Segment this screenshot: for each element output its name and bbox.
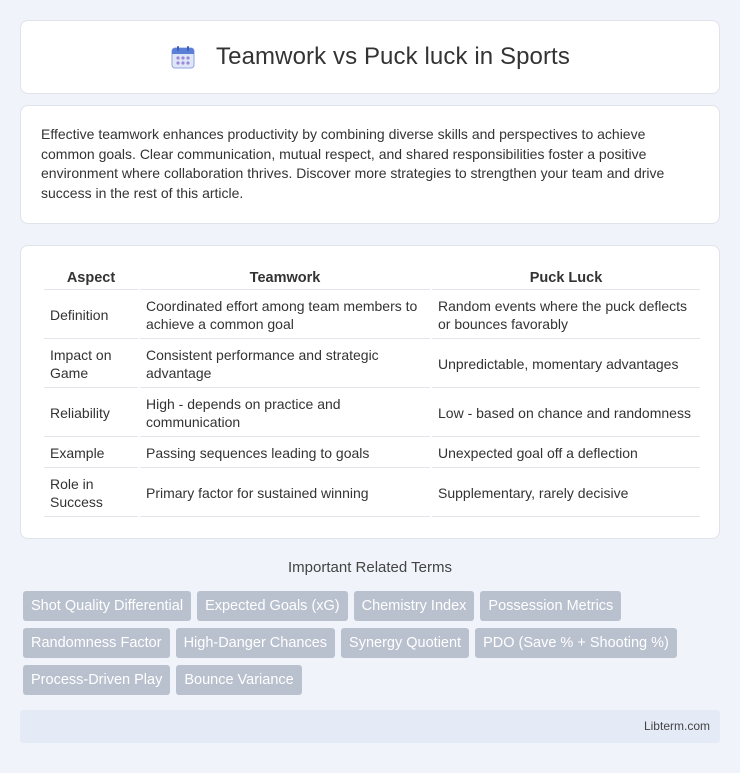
footer-site-link[interactable]: Libterm.com — [643, 719, 710, 733]
cell-puck-luck: Supplementary, rarely decisive — [432, 468, 700, 517]
cell-aspect: Definition — [44, 290, 138, 339]
cell-puck-luck: Unpredictable, momentary advantages — [432, 339, 700, 388]
related-terms-title: Important Related Terms — [288, 559, 452, 576]
related-term-tag[interactable]: Shot Quality Differential — [23, 591, 191, 621]
related-term-tag[interactable]: Process-Driven Play — [23, 665, 170, 695]
calendar-icon — [170, 44, 196, 70]
cell-teamwork: Consistent performance and strategic advantage — [140, 339, 430, 388]
related-term-tag[interactable]: Expected Goals (xG) — [197, 591, 348, 621]
table-row — [44, 437, 700, 468]
cell-puck-luck: Random events where the puck deflects or bounces favorably — [432, 290, 700, 339]
table-row — [44, 339, 700, 388]
cell-aspect: Reliability — [44, 388, 138, 437]
table-header-row — [44, 266, 700, 290]
intro-card — [20, 105, 720, 224]
cell-puck-luck: Unexpected goal off a deflection — [432, 437, 700, 468]
table-card — [20, 245, 720, 539]
page-title: Teamwork vs Puck luck in Sports — [216, 43, 570, 70]
cell-puck-luck: Low - based on chance and randomness — [432, 388, 700, 437]
column-header-aspect: Aspect — [44, 266, 138, 290]
related-term-tag[interactable]: Possession Metrics — [480, 591, 621, 621]
cell-aspect: Role in Success — [44, 468, 138, 517]
related-terms-list — [23, 591, 723, 695]
cell-teamwork: High - depends on practice and communication — [140, 388, 430, 437]
table-row — [44, 290, 700, 339]
title-wrap — [170, 43, 570, 71]
related-term-tag[interactable]: Randomness Factor — [23, 628, 170, 658]
cell-aspect: Impact on Game — [44, 339, 138, 388]
comparison-table — [42, 266, 702, 517]
footer — [20, 710, 720, 743]
related-term-tag[interactable]: High-Danger Chances — [176, 628, 335, 658]
column-header-teamwork: Teamwork — [140, 266, 430, 290]
cell-teamwork: Coordinated effort among team members to achieve a common goal — [140, 290, 430, 339]
related-term-tag[interactable]: Bounce Variance — [176, 665, 301, 695]
table-row — [44, 388, 700, 437]
cell-teamwork: Passing sequences leading to goals — [140, 437, 430, 468]
related-term-tag[interactable]: Synergy Quotient — [341, 628, 469, 658]
cell-teamwork: Primary factor for sustained winning — [140, 468, 430, 517]
intro-text: Effective teamwork enhances productivity by combining diverse skills and perspectives to achieve common goals. Clear communication, mutual respect, and shared responsibilities foster a positive environment where collaboration thrives. Discover more strategies to strengthen your team and drive success in the rest of this article. — [41, 126, 665, 201]
cell-aspect: Example — [44, 437, 138, 468]
title-card — [20, 20, 720, 94]
related-term-tag[interactable]: PDO (Save % + Shooting %) — [475, 628, 677, 658]
related-term-tag[interactable]: Chemistry Index — [354, 591, 475, 621]
column-header-puck-luck: Puck Luck — [432, 266, 700, 290]
table-row — [44, 468, 700, 517]
